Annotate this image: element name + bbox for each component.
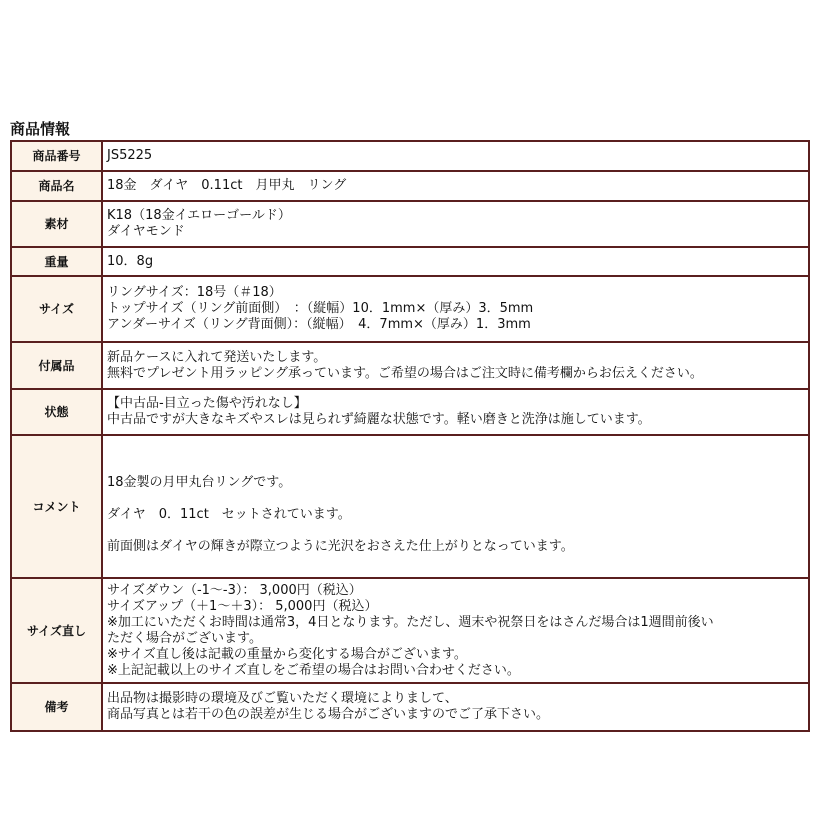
table-row [11, 171, 809, 201]
row-value [102, 141, 809, 171]
row-label: 素材 [11, 201, 102, 247]
value-line: アンダーサイズ（リング背面側）：（縦幅） 4．7mm×（厚み）1．3mm [107, 317, 531, 332]
value-line: ダイヤモンド [107, 224, 185, 239]
value-line: ※サイズ直し後は記載の重量から変化する場合がございます。 [107, 646, 467, 662]
row-label: サイズ [11, 276, 102, 342]
table-row [11, 435, 809, 578]
table-row [11, 276, 809, 342]
value-line: ※上記記載以上のサイズ直しをご希望の場合はお問い合わせください。 [107, 662, 520, 678]
row-label: 重量 [11, 247, 102, 276]
row-value [102, 171, 809, 201]
row-label: サイズ直し [11, 578, 102, 683]
value-line: 出品物は撮影時の環境及びご覧いただく環境によりまして、 [107, 691, 458, 706]
table-row [11, 389, 809, 435]
table-row [11, 141, 809, 171]
row-value [102, 342, 809, 389]
row-label: 商品名 [11, 171, 102, 201]
value-line: 無料でプレゼント用ラッピング承っています。ご希望の場合はご注文時に備考欄からお伝えください。 [107, 365, 703, 381]
value-line: 新品ケースに入れて発送いたします。 [107, 349, 327, 365]
value-line: ダイヤ 0．11ct セットされています。 [107, 506, 351, 522]
row-label: 状態 [11, 389, 102, 435]
value-line: サイズアップ（＋1～＋3）： 5,000円（税込） [107, 598, 378, 614]
value-line: 18金製の月甲丸台リングです。 [107, 474, 292, 490]
value-line: サイズダウン（-1～-3）： 3,000円（税込） [107, 582, 362, 598]
spacer [107, 491, 804, 507]
value-line: トップサイズ（リング前面側） ：（縦幅）10．1mm×（厚み）3．5mm [107, 301, 534, 316]
row-value [102, 389, 809, 435]
table-row [11, 342, 809, 389]
table-row [11, 683, 809, 731]
product-info-table [10, 140, 810, 732]
spacer [107, 459, 804, 475]
table-row [11, 201, 809, 247]
row-value [102, 683, 809, 731]
row-label: 付属品 [11, 342, 102, 389]
value-line: ※加工にいただくお時間は通常3，4日となります。ただし、週末や祝祭日をはさんだ場合は1週間前後い [107, 614, 714, 630]
value-line: 前面側はダイヤの輝きが際立つように光沢をおさえた仕上がりとなっています。 [107, 538, 574, 554]
row-label: コメント [11, 435, 102, 578]
value-line: 10．8g [107, 253, 154, 269]
table-row [11, 578, 809, 683]
row-label: 商品番号 [11, 141, 102, 171]
table-row [11, 247, 809, 276]
row-value [102, 247, 809, 276]
value-line: ただく場合がございます。 [107, 630, 262, 646]
value-line: JS5225 [107, 148, 153, 163]
value-line: 18金 ダイヤ 0.11ct 月甲丸 リング [107, 178, 347, 193]
value-line: リングサイズ：18号（＃18） [107, 285, 282, 300]
row-value [102, 578, 809, 683]
value-line: 中古品ですが大きなキズやスレは見られず綺麗な状態です。軽い磨きと洗浄は施しています。 [107, 412, 651, 427]
row-value [102, 201, 809, 247]
spacer [107, 523, 804, 539]
value-line: 商品写真とは若干の色の誤差が生じる場合がございますのでご了承下さい。 [107, 707, 550, 722]
row-value [102, 435, 809, 578]
value-line: K18（18金イエローゴールド） [107, 208, 291, 223]
value-line: 【中古品-目立った傷や汚れなし】 [107, 396, 307, 411]
section-title: 商品情報 [10, 120, 71, 138]
row-value [102, 276, 809, 342]
row-label: 備考 [11, 683, 102, 731]
